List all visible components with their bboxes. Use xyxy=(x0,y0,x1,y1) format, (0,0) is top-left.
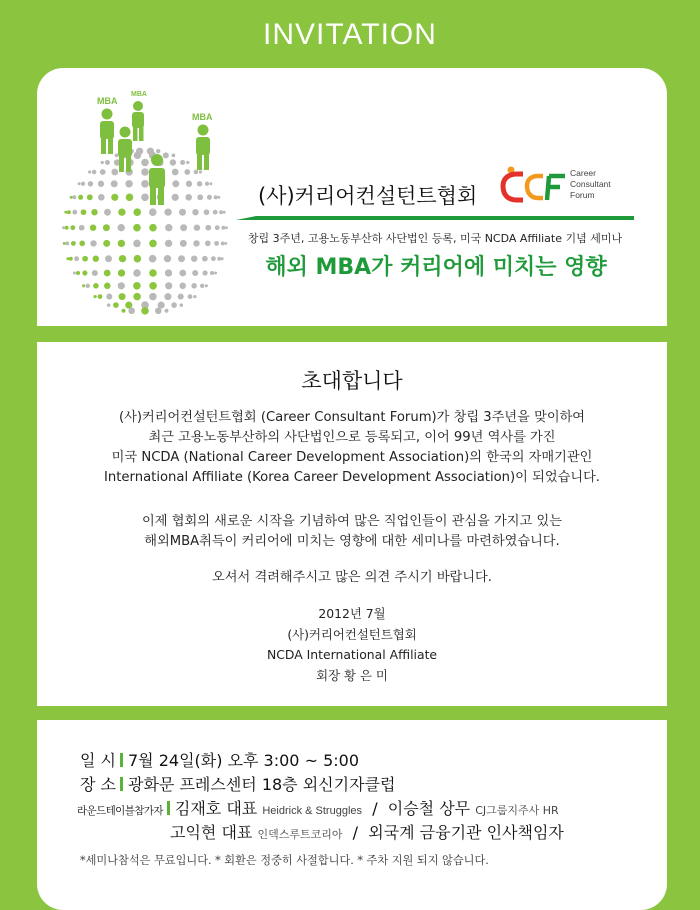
globe-dot xyxy=(223,211,226,214)
globe-dot xyxy=(165,282,172,289)
globe-dot xyxy=(180,240,187,247)
person-icon xyxy=(196,125,210,171)
globe-dot xyxy=(149,282,157,290)
globe-dot xyxy=(165,269,172,276)
globe-dot xyxy=(88,170,91,173)
globe-dot xyxy=(104,283,111,290)
globe-dot xyxy=(205,284,208,287)
panelist-1-name: 김재호 대표 xyxy=(174,799,258,818)
letter-paragraph-2: 이제 협회의 새로운 시작을 기념하여 많은 직업인들이 관심을 가지고 있는 해외MBA취득이 커리어에 미치는 영향에 대한 세미나를 마련하였습니다. xyxy=(142,514,562,549)
globe-dot xyxy=(164,293,171,300)
globe-dot xyxy=(197,194,203,200)
globe-dot xyxy=(133,224,141,232)
panel-row xyxy=(77,796,559,819)
globe-dot xyxy=(211,256,216,261)
globe-dot xyxy=(86,284,90,288)
seminar-subtitle: 창립 3주년, 고용노동부산하 사단법인 등록, 미국 NCDA Affiliate 기념 세미나 xyxy=(247,232,623,245)
panel-label: 라운드테이블참가자 xyxy=(77,805,163,817)
globe-dot xyxy=(207,195,212,200)
place-row xyxy=(80,772,395,795)
mba-label: MBA xyxy=(97,96,118,106)
globe-dot xyxy=(74,256,79,261)
globe-dot xyxy=(191,283,197,289)
invitation-title: INVITATION xyxy=(263,18,437,51)
globe-dot xyxy=(184,169,190,175)
globe-dot xyxy=(163,152,169,158)
globe-dot xyxy=(224,242,227,245)
globe-dot xyxy=(205,225,211,231)
globe-dot xyxy=(164,255,171,262)
globe-dot xyxy=(192,270,198,276)
mba-globe-illustration xyxy=(45,82,245,322)
globe-dot xyxy=(133,240,141,248)
globe-dot xyxy=(202,256,208,262)
globe-dot xyxy=(205,241,211,247)
globe-dot xyxy=(193,240,199,246)
letter-paragraph-3: 오셔서 격려해주시고 많은 의견 주시기 바랍니다. xyxy=(212,570,492,585)
bullet-bar xyxy=(120,777,123,791)
letter-paragraph-1: (사)커리어컨설턴트협회 (Career Consultant Forum)가 창립 3주년을 맞이하여 최근 고용노동부산하의 사단법인으로 등록되고, 이어 99년 역사를 가진 미국 NCDA (National Career Development Association)의 한국의 자매기관인 International Affiliate (Korea Career Development Association)이 되었습니다. xyxy=(103,410,601,485)
globe-dot xyxy=(225,226,228,229)
globe-dot xyxy=(191,255,197,261)
org-name: (사)커리어컨설턴트협회 xyxy=(258,184,478,208)
globe-dot xyxy=(91,209,97,215)
globe-dot xyxy=(111,194,118,201)
globe-dot xyxy=(71,241,76,246)
place-label: 장 소 xyxy=(80,775,116,794)
globe-dot xyxy=(199,170,202,173)
globe-dot xyxy=(180,224,187,231)
person-icon xyxy=(132,101,144,141)
bullet-bar xyxy=(167,801,170,815)
globe-dot xyxy=(214,241,219,246)
globe-dot xyxy=(179,209,186,216)
divider xyxy=(236,216,634,220)
globe-dot xyxy=(141,194,149,202)
globe-dot xyxy=(217,257,221,261)
globe-dot xyxy=(219,210,223,214)
globe-dot xyxy=(100,169,106,175)
globe-dot xyxy=(149,293,157,301)
globe-dot xyxy=(90,240,96,246)
globe-dot xyxy=(186,181,192,187)
globe-dot xyxy=(149,240,157,248)
globe-dot xyxy=(164,209,171,216)
globe-dot xyxy=(221,241,225,245)
panelist-3-name: 고익현 대표 xyxy=(170,823,253,842)
globe-dot xyxy=(62,226,65,229)
globe-dot xyxy=(70,196,73,199)
globe-dot xyxy=(81,182,85,186)
globe-dot xyxy=(165,224,172,231)
globe-dot xyxy=(93,283,99,289)
panelist-1-org: Heidrick & Struggles xyxy=(262,805,363,817)
globe-dot xyxy=(170,159,176,165)
globe-dot xyxy=(65,226,69,230)
globe-dot xyxy=(192,209,198,215)
globe-dot xyxy=(172,169,179,176)
globe-dot xyxy=(133,208,141,216)
globe-dot xyxy=(98,294,103,299)
globe-dot xyxy=(141,168,149,176)
globe-dot xyxy=(165,240,172,247)
date-row xyxy=(80,748,359,771)
globe-dot xyxy=(141,159,149,167)
globe-dot xyxy=(194,170,199,175)
globe-dot xyxy=(122,309,126,313)
panelist-2-name: 이승철 상무 xyxy=(387,799,471,818)
globe-dot xyxy=(103,240,110,247)
globe-dot xyxy=(204,209,210,215)
globe-dot xyxy=(149,208,157,216)
globe-dot xyxy=(118,240,125,247)
globe-dot xyxy=(156,149,160,153)
globe-dot xyxy=(179,270,186,277)
globe-dot xyxy=(118,269,125,276)
globe-dot xyxy=(141,180,149,188)
globe-dot xyxy=(214,195,218,199)
globe-dot xyxy=(149,255,157,263)
panelist-4-name: 외국계 금융기관 인사책임자 xyxy=(368,823,564,842)
globe-dot xyxy=(78,182,81,185)
globe-dot xyxy=(92,170,97,175)
globe-dot xyxy=(76,271,80,275)
globe-dot xyxy=(93,255,99,261)
seminar-headline: 해외 MBA가 커리어에 미치는 영향 xyxy=(265,255,607,280)
globe-dot xyxy=(210,271,214,275)
globe-dot xyxy=(194,224,200,230)
globe-dot xyxy=(118,209,125,216)
globe-dot xyxy=(172,180,179,187)
globe-dot xyxy=(115,154,119,158)
globe-dot xyxy=(203,270,208,275)
globe-dot xyxy=(205,182,209,186)
globe-dot xyxy=(90,224,96,230)
globe-dot xyxy=(221,257,224,260)
globe-dot xyxy=(141,307,149,315)
globe-dot xyxy=(81,209,87,215)
globe-dot xyxy=(165,309,169,313)
globe-dot xyxy=(125,180,132,187)
globe-dot xyxy=(193,295,196,298)
globe-dot xyxy=(88,181,93,186)
separator: / xyxy=(352,823,359,842)
globe-dot xyxy=(98,181,104,187)
globe-dot xyxy=(171,302,177,308)
globe-dot xyxy=(82,256,88,262)
panel-row-2 xyxy=(170,820,564,843)
globe-dot xyxy=(134,255,142,263)
globe-dot xyxy=(72,195,76,199)
globe-dot xyxy=(126,194,133,201)
separator: / xyxy=(372,799,378,818)
date-label: 일 시 xyxy=(80,751,116,770)
globe-dot xyxy=(119,255,126,262)
globe-dot xyxy=(134,152,141,159)
globe-dot xyxy=(133,269,141,277)
bullet-bar xyxy=(120,753,123,767)
globe-dot xyxy=(66,257,69,260)
globe-dot xyxy=(133,293,141,301)
globe-dot xyxy=(180,303,184,307)
ccf-logo-text: Career Consultant Forum xyxy=(570,168,611,200)
globe-dot xyxy=(221,226,225,230)
globe-dot xyxy=(180,160,185,165)
date-value: 7월 24일(화) 오후 3:00 ~ 5:00 xyxy=(128,751,359,770)
globe-dot xyxy=(215,225,220,230)
globe-dot xyxy=(111,169,118,176)
globe-dot xyxy=(106,294,112,300)
person-icon xyxy=(100,109,114,155)
globe-dot xyxy=(103,224,110,231)
globe-dot xyxy=(133,282,141,290)
globe-dot xyxy=(111,180,118,187)
globe-dot xyxy=(213,210,218,215)
globe-dot xyxy=(98,194,105,201)
globe-dot xyxy=(172,154,176,158)
globe-dot xyxy=(82,270,87,275)
globe-dot xyxy=(79,225,85,231)
mba-label: MBA xyxy=(131,91,147,98)
globe-dot xyxy=(118,282,125,289)
globe-dot xyxy=(104,209,111,216)
globe-dot xyxy=(185,194,192,201)
globe-dot xyxy=(79,241,85,247)
globe-dot xyxy=(179,283,186,290)
globe-dot xyxy=(105,160,110,165)
globe-dot xyxy=(149,224,157,232)
globe-dot xyxy=(188,294,193,299)
globe-dot xyxy=(217,196,220,199)
globe-dot xyxy=(119,293,126,300)
globe-dot xyxy=(73,272,76,275)
globe-dot xyxy=(87,194,93,200)
globe-dot xyxy=(118,224,125,231)
globe-dot xyxy=(113,302,119,308)
globe-dot xyxy=(64,211,67,214)
greeting-heading: 초대합니다 xyxy=(301,369,403,393)
globe-dot xyxy=(128,308,135,315)
globe-dot xyxy=(197,181,202,186)
globe-dot xyxy=(105,255,112,262)
globe-dot xyxy=(67,210,71,214)
globe-dot xyxy=(200,284,204,288)
mba-label: MBA xyxy=(192,112,213,122)
globe-dot xyxy=(104,270,111,277)
globe-dot xyxy=(92,270,98,276)
globe-dot xyxy=(101,161,104,164)
place-value: 광화문 프레스센터 18층 외신기자클럽 xyxy=(128,775,396,794)
globe-dot xyxy=(172,194,179,201)
globe-dot xyxy=(78,195,83,200)
panelist-3-org: 인덱스루트코리아 xyxy=(257,828,343,841)
person-icon xyxy=(118,127,132,173)
panelist-2-org: CJ그룹지주사 HR xyxy=(475,804,559,817)
globe-dot xyxy=(178,255,185,262)
globe-dot xyxy=(178,294,184,300)
globe-dot xyxy=(65,241,69,245)
ccf-logo-icon xyxy=(497,164,567,212)
globe-dot xyxy=(155,308,162,315)
globe-dot xyxy=(72,210,77,215)
globe-dot xyxy=(107,303,111,307)
globe-dot xyxy=(70,225,75,230)
globe-dot xyxy=(69,257,73,261)
globe-dot xyxy=(63,242,66,245)
globe-dot xyxy=(93,295,96,298)
globe-dot xyxy=(149,269,157,277)
globe-dot xyxy=(82,284,85,287)
globe-dot xyxy=(214,272,217,275)
globe-dot xyxy=(209,182,212,185)
signature-block: 2012년 7월 (사)커리어컨설턴트협회 NCDA International Affiliate 회장 황 은 미 xyxy=(266,606,438,683)
footnote: *세미나참석은 무료입니다. * 회환은 정중히 사절합니다. * 주차 지원 되지 않습니다. xyxy=(80,854,489,867)
globe-dot xyxy=(186,161,189,164)
